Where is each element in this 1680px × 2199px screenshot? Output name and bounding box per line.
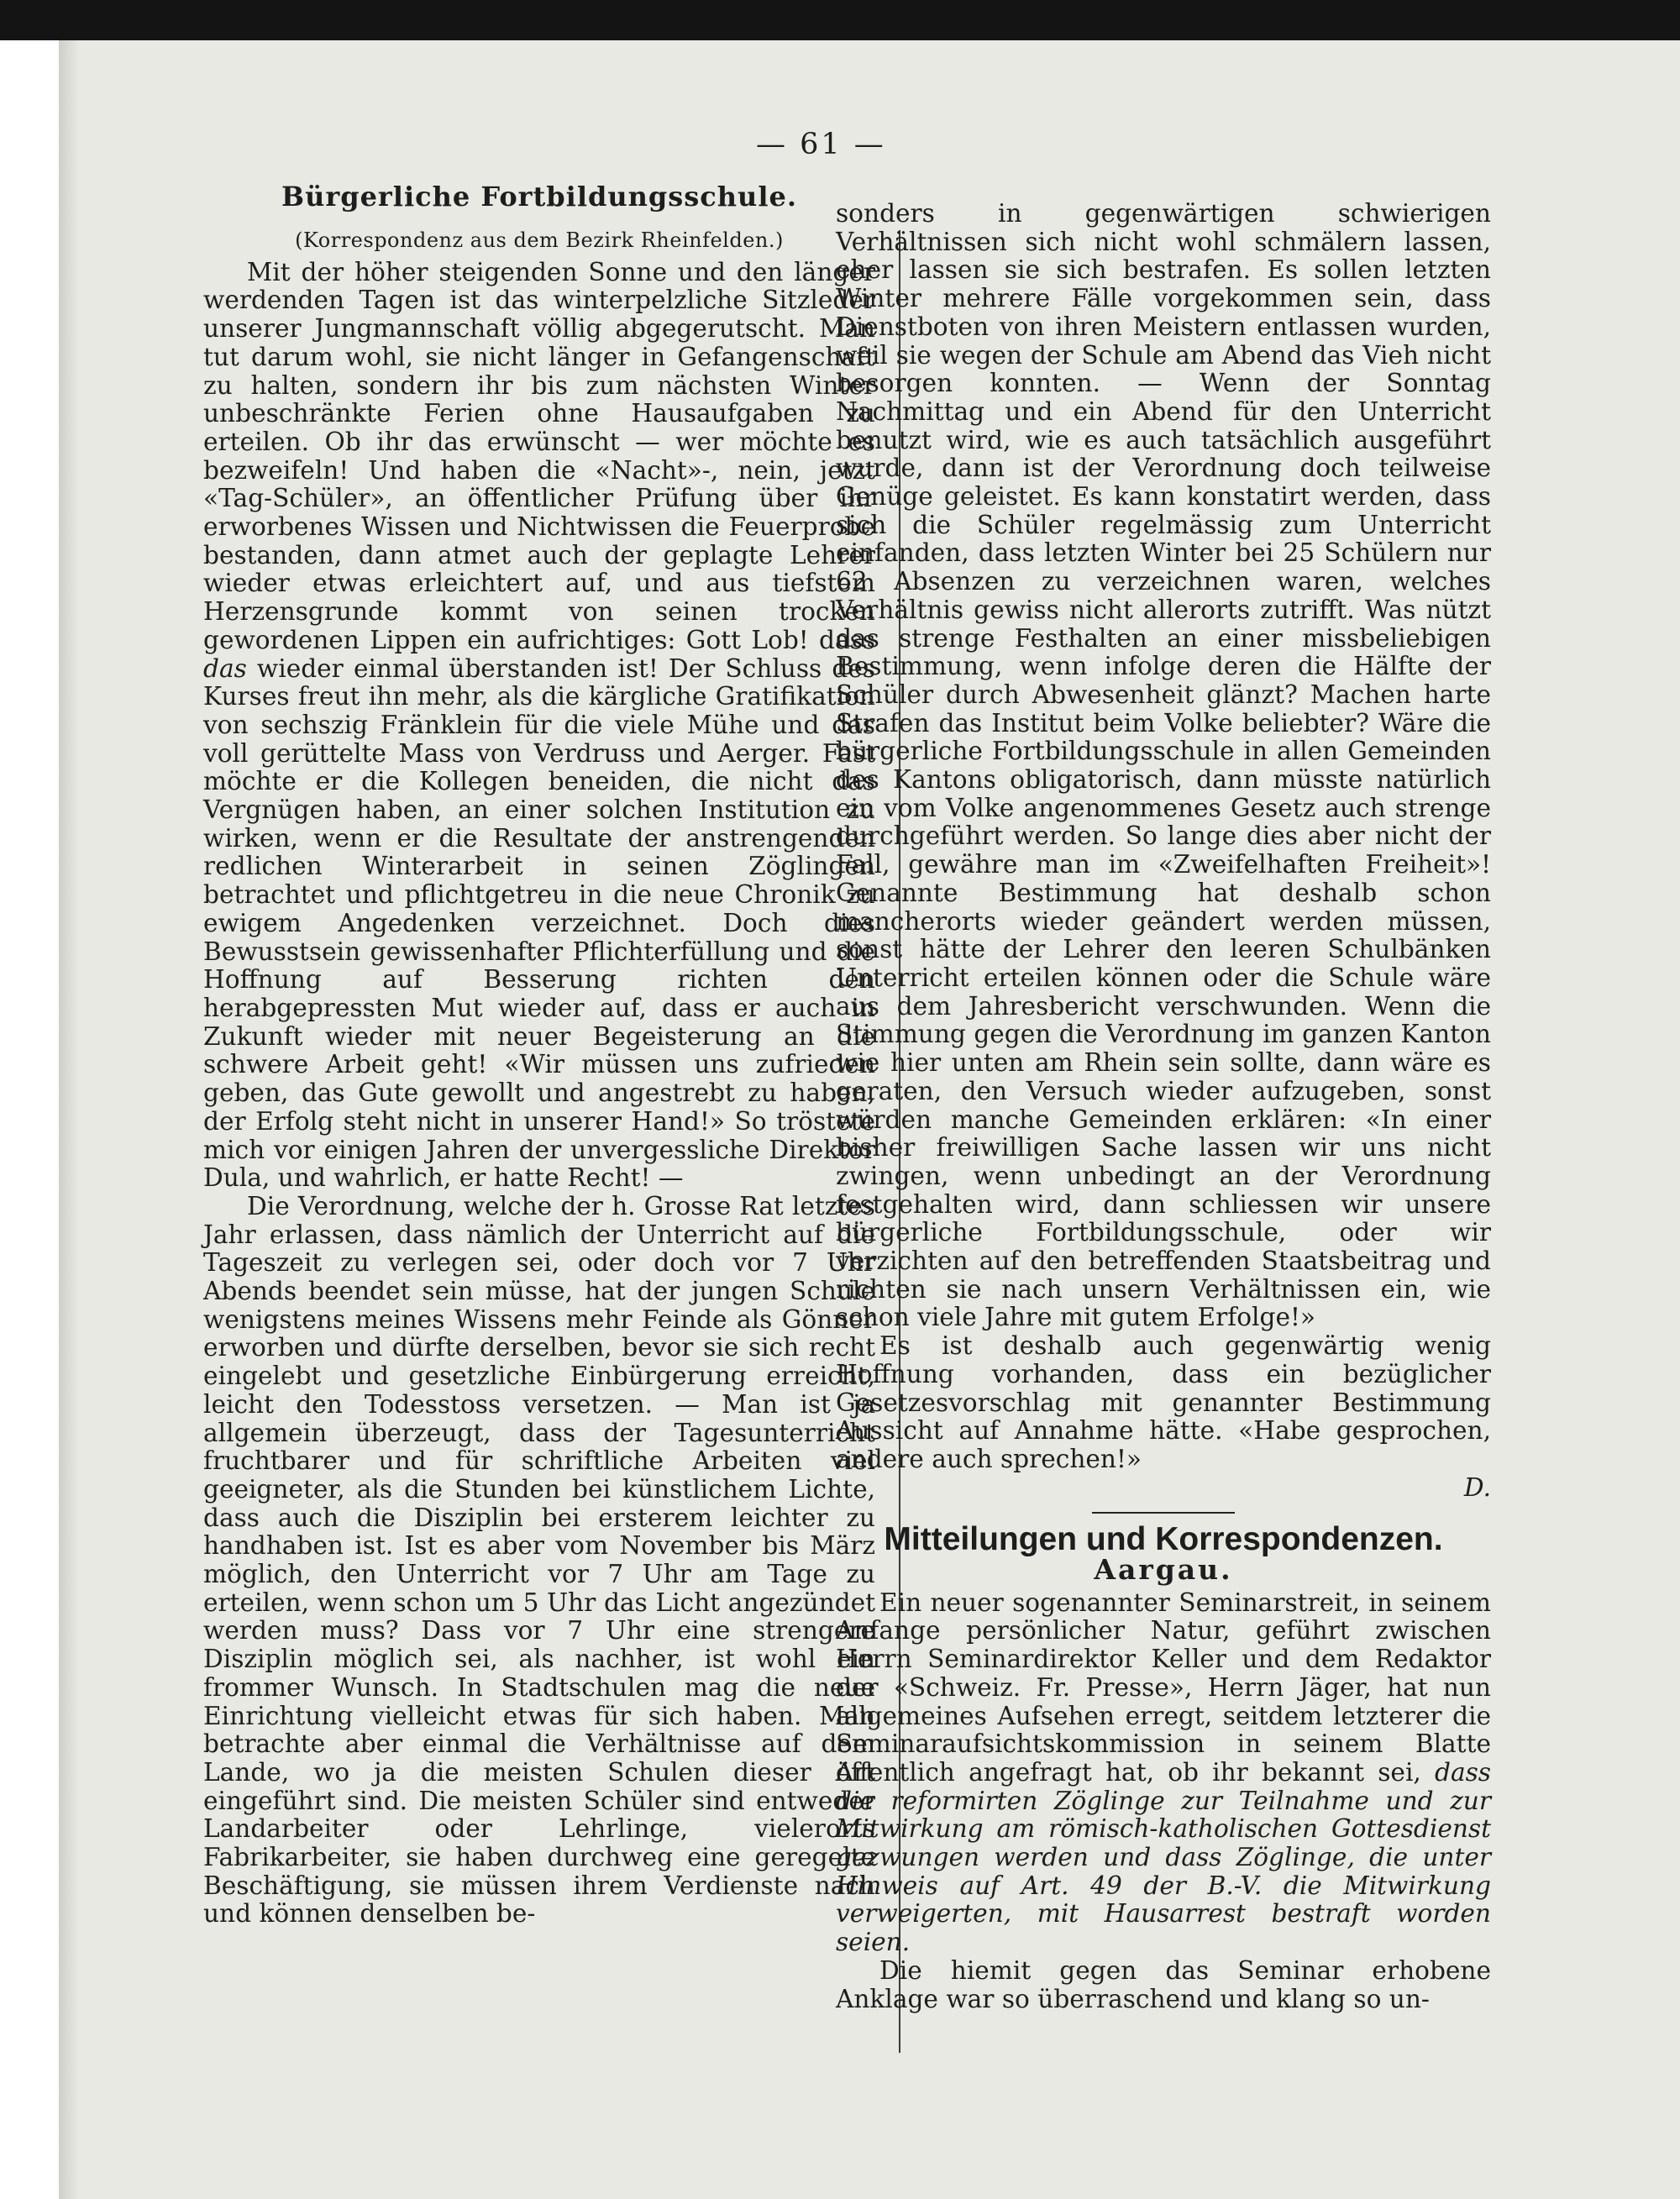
article-paragraph-3: sonders in gegenwärtigen schwierigen Verhältnissen sich nicht wohl schmälern lassen, eher lassen sie sich bestrafen. Es sollen letzten Winter mehrere Fälle vorgekommen sein, dass Dienstboten von ihren Meistern entlassen wurden, weil sie wegen der Schule am Abend das Vieh nicht besorgen konnten. — Wenn der Sonntag Nachmittag und ein Abend für den Unterricht benutzt wird, wie es auch tatsächlich ausgeführt wurde, dann ist der Verordnung doch teilweise Genüge geleistet. Es kann konstatirt werden, dass sich die Schüler regelmässig zum Unterricht einfanden, dass letzten Winter bei 25 Schülern nur 62 Absenzen zu verzeichnen waren, welches Verhältnis gewiss nicht allerorts zutrifft. Was nützt das strenge Festhalten an einer missbeliebigen Bestimmung, wenn infolge deren die Hälfte der Schüler durch Abwesenheit glänzt? Machen harte Strafen das Institut beim Volke beliebter? Wäre die bürgerliche Fortbildungsschule in allen Gemeinden des Kantons obligatorisch, dann müsste natürlich ein vom Volke angenommenes Gesetz auch strenge durchgeführt werden. So lange dies aber nicht der Fall, gewähre man im «Zweifelhaften Freiheit»! Genannte Bestimmung hat deshalb schon mancherorts wieder geändert werden müssen, sonst hätte der Lehrer den leeren Schulbänken Unterricht erteilen können oder die Schule wäre aus dem Jahresbericht verschwunden. Wenn die Stimmung gegen die Verordnung im ganzen Kanton wie hier unten am Rhein sein sollte, dann wäre es geraten, den Versuch wieder aufzugeben, sonst würden manche Gemeinden erklären: «In einer bisher freiwilligen Sache lassen wir uns nicht zwingen, wenn unbedingt an der Verordnung festgehalten wird, dann schliessen wir unsere bürgerliche Fortbildungsschule, oder wir verzichten auf den betreffenden Staatsbeitrag und richten sie nach unsern Verhältnissen ein, wie schon viele Jahre mit gutem Erfolge!»: [836, 199, 1491, 1332]
article-signature: D.: [1463, 1472, 1491, 1502]
section-title: Mitteilungen und Korrespondenzen.: [884, 1521, 1443, 1558]
left-column: [203, 181, 875, 1929]
article-title: Bürgerliche Fortbildungsschule.: [281, 181, 797, 213]
section-emphasis: dass die reformirten Zöglinge zur Teilnahme und zur Mitwirkung am römisch-katholischen Gottesdienst gezwungen werden und dass Zöglinge, die unter Hinweis auf Art. 49 der B.-V. die Mitwirkung verweigerten, mit Hausarrest bestraft worden seien.: [836, 1757, 1491, 1957]
article-paragraph-2: Die Verordnung, welche der h. Grosse Rat letztes Jahr erlassen, dass nämlich der Unterricht auf die Tageszeit zu verlegen sei, oder doch vor 7 Uhr Abends beendet sein müsse, hat der jungen Schule wenigstens meines Wissens mehr Feinde als Gönner erworben und dürfte derselben, bevor sie sich recht eingelebt und gesetzliche Einbürgerung erreicht, leicht den Todesstoss versetzen. — Man ist ja allgemein überzeugt, dass der Tagesunterricht fruchtbarer und für schriftliche Arbeiten viel geeigneter, als die Stunden bei künstlichem Lichte, dass auch die Disziplin bei ersterem leichter zu handhaben ist. Ist es aber vom November bis März möglich, den Unterricht vor 7 Uhr am Tage zu erteilen, wenn schon um 5 Uhr das Licht angezündet werden muss? Dass vor 7 Uhr eine strengere Disziplin möglich sei, als nachher, ist wohl ein frommer Wunsch. In Stadtschulen mag die neue Einrichtung vielleicht etwas für sich haben. Man betrachte aber einmal die Verhältnisse auf dem Lande, wo ja die meisten Schulen dieser Art eingeführt sind. Die meisten Schüler sind entweder Landarbeiter oder Lehrlinge, vielerorts Fabrikarbeiter, sie haben durchweg eine geregelte Beschäftigung, sie müssen ihrem Verdienste nach und können denselben be-: [203, 1191, 875, 1929]
article-paragraph-1-rest: wieder einmal überstanden ist! Der Schluss des Kurses freut ihn mehr, als die kärgliche Gratifikation von sechszig Fränklein für die viele Mühe und das voll gerüttelte Mass von Verdruss und Aerger. Fast möchte er die Kollegen beneiden, die nicht das Vergnügen haben, an einer solchen Institution zu wirken, wenn er die Resultate der anstrengenden redlichen Winterarbeit in seinen Zöglingen betrachtet und pflichtgetreu in die neue Chronik zu ewigem Angedenken verzeichnet. Doch dies Bewusstsein gewissenhafter Pflichterfüllung und die Hoffnung auf Besserung richten den herabgepressten Mut wieder auf, dass er auch in Zukunft wieder mit neuer Begeisterung an die schwere Arbeit geht! «Wir müssen uns zufrieden geben, das Gute gewollt und angestrebt zu haben, der Erfolg steht nicht in unserer Hand!» So tröstete mich vor einigen Jahren der unvergessliche Direktor Dula, und wahrlich, er hatte Recht! —: [203, 653, 875, 1193]
scan-top-border: [0, 0, 1680, 40]
article-paragraph-1: [203, 259, 875, 1193]
article-paragraph-4: Es ist deshalb auch gegenwärtig wenig Hoffnung vorhanden, dass ein bezüglicher Gesetzesvorschlag mit genannter Bestimmung Aussicht auf Annahme hätte. «Habe gesprochen, andere auch sprechen!»: [836, 1331, 1491, 1473]
section-paragraph-1: [836, 1589, 1491, 1957]
section-region: Aargau.: [1094, 1553, 1233, 1587]
article-paragraph-1-text: Mit der höher steigenden Sonne und den länger werdenden Tagen ist das winterpelzliche Sitzleder unserer Jungmannschaft völlig abgegerutscht. Man tut darum wohl, sie nicht länger in Gefangenschaft zu halten, sondern ihr bis zum nächsten Winter unbeschränkte Ferien ohne Hausaufgaben zu erteilen. Ob ihr das erwünscht — wer möchte es bezweifeln! Und haben die «Nacht»-, nein, jetzt «Tag-Schüler», an öffentlicher Prüfung über ihr erworbenes Wissen und Nichtwissen die Feuerprobe bestanden, dann atmet auch der geplagte Lehrer wieder etwas erleichtert auf, und aus tiefstem Herzensgrunde kommt von seinen trocken gewordenen Lippen ein aufrichtiges: Gott Lob! dass: [203, 257, 875, 654]
section-paragraph-2: Die hiemit gegen das Seminar erhobene Anklage war so überraschend und klang so un-: [836, 1955, 1491, 2013]
section-paragraph-1-text: Ein neuer sogenannter Seminarstreit, in seinem Anfange persönlicher Natur, geführt zwischen Herrn Seminardirektor Keller und dem Redaktor der «Schweiz. Fr. Presse», Herrn Jäger, hat nun allgemeines Aufsehen erregt, seitdem letzterer die Seminaraufsichtskommission in seinem Blatte öffentlich angefragt hat, ob ihr bekannt sei,: [836, 1588, 1491, 1787]
article-subtitle: (Korrespondenz aus dem Bezirk Rheinfelden.): [295, 228, 784, 252]
section-separator: [1092, 1512, 1235, 1514]
page: [59, 40, 1680, 2199]
page-gutter-shadow: [59, 40, 79, 2199]
article-emphasis: das: [203, 653, 247, 683]
page-number: — 61 —: [756, 128, 886, 161]
right-column: [836, 200, 1491, 2013]
